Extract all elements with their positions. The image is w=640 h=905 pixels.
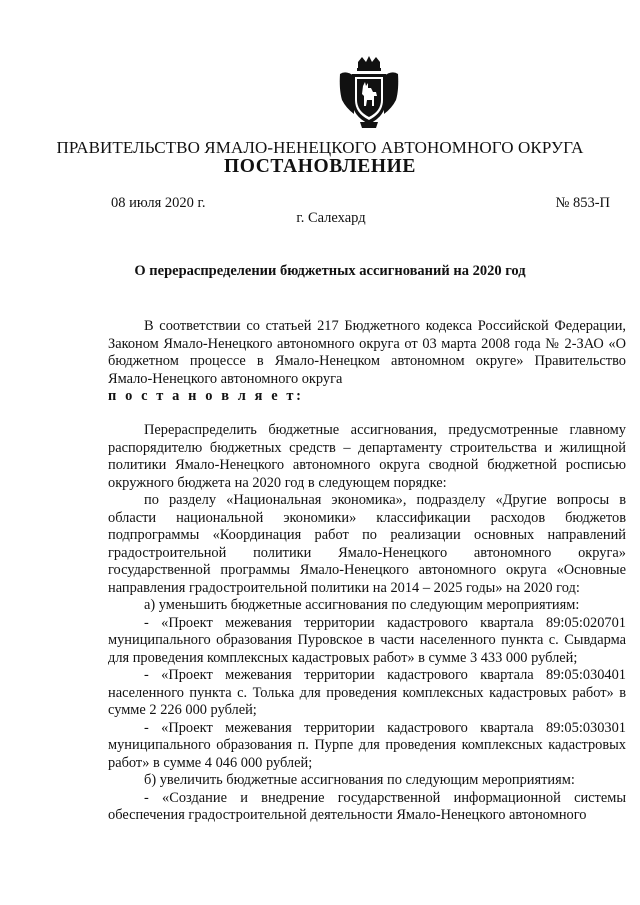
- list-item: - «Проект межевания территории кадастрового квартала 89:05:020701 муниципального образования Пуровское в части населенного пункта с. Сывдарма для проведения комплексных кадастровых работ» в сумме 3 433 000 рублей;: [108, 614, 626, 666]
- document-date: 08 июля 2020 г.: [111, 195, 206, 211]
- decree-body: [108, 422, 626, 825]
- decree-label: п о с т а н о в л я е т:: [108, 388, 304, 404]
- decree-word: [108, 388, 626, 406]
- coat-of-arms-icon: [338, 56, 400, 130]
- paragraph: б) увеличить бюджетные ассигнования по следующим мероприятиям:: [144, 772, 575, 788]
- list-item: - «Создание и внедрение государственной информационной системы обеспечения градостроительной деятельности Ямало-Ненецкого автономного: [108, 789, 626, 823]
- paragraph: по разделу «Национальная экономика», подразделу «Другие вопросы в области национальной экономики» классификации расходов бюджетов подпрограммы «Координация работ по реализации основных направлений градостроительной политики Ямало-Ненецкого автономного округа» государственной программы Ямало-Ненецкого автономного округа «Основные направления градостроительной политики на 2014 – 2025 годы» на 2020 год:: [108, 492, 626, 596]
- document-title: О перераспределении бюджетных ассигнований на 2020 год: [134, 263, 526, 279]
- preamble-text: В соответствии со статьей 217 Бюджетного кодекса Российской Федерации, Законом Ямало-Ненецкого автономного округа от 03 марта 2008 года № 2-ЗАО «О бюджетном процессе в Ямало-Ненецком автономном округе» Правительство Ямало-Ненецкого автономного округа: [108, 318, 626, 387]
- paragraph: а) уменьшить бюджетные ассигнования по следующим мероприятиям:: [144, 597, 580, 613]
- document-type: ПОСТАНОВЛЕНИЕ: [223, 156, 417, 177]
- document-city: г. Салехард: [296, 210, 366, 226]
- list-item: - «Проект межевания территории кадастрового квартала 89:05:030401 населенного пункта с. Толька для проведения комплексных кадастровых работ» в сумме 2 226 000 рублей;: [108, 667, 626, 718]
- government-name: ПРАВИТЕЛЬСТВО ЯМАЛО-НЕНЕЦКОГО АВТОНОМНОГО ОКРУГА: [56, 138, 584, 157]
- list-item: - «Проект межевания территории кадастрового квартала 89:05:030301 муниципального образования п. Пурпе для проведения комплексных кадастровых работ» в сумме 4 046 000 рублей;: [108, 719, 626, 771]
- preamble: [108, 318, 626, 406]
- document-number: № 853-П: [555, 195, 610, 211]
- paragraph: Перераспределить бюджетные ассигнования, предусмотренные главному распорядителю бюджетных средств – департаменту строительства и жилищной политики Ямало-Ненецкого автономного округа сводной бюджетной росписью окружного бюджета на 2020 год в следующем порядке:: [108, 422, 626, 491]
